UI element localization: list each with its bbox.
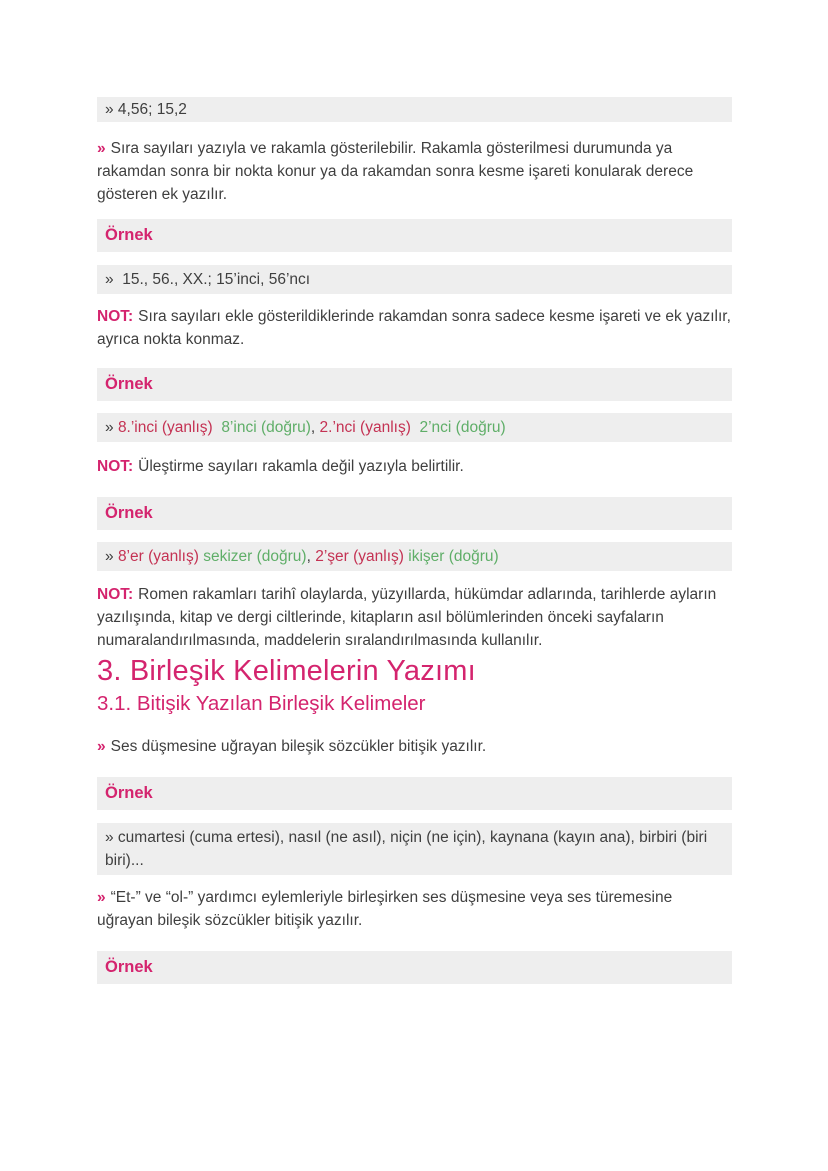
- example-text: 15., 56., XX.; 15’inci, 56’ncı: [113, 271, 311, 288]
- example-segment-wrong: 2.’nci (yanlış): [319, 419, 411, 436]
- ornek-label: Örnek: [105, 958, 153, 976]
- chevron-bullet: »: [105, 548, 114, 565]
- paragraph-et-ol: [97, 886, 732, 932]
- note-romen-rakamlari: [97, 583, 732, 652]
- example-segment-wrong: 2’şer (yanlış): [315, 548, 404, 565]
- section-heading-birlesik-kelimeler: 3. Birleşik Kelimelerin Yazımı: [97, 655, 476, 687]
- subsection-heading-bitisik-yazilan: 3.1. Bitişik Yazılan Birleşik Kelimeler: [97, 692, 426, 715]
- chevron-bullet: »: [105, 419, 114, 436]
- paragraph-ordinal-numbers: [97, 137, 732, 206]
- example-segment-right: sekizer (doğru): [203, 548, 307, 565]
- paragraph-text: Sıra sayıları yazıyla ve rakamla gösterilebilir. Rakamla gösterilmesi durumunda ya rakamdan sonra bir nokta konur ya da rakamdan sonra kesme işareti konularak derece gösteren ek yazılır.: [97, 140, 694, 203]
- note-text: Romen rakamları tarihî olaylarda, yüzyıllarda, hükümdar adlarında, tarihlerde ayların yazılışında, kitap ve dergi ciltlerinde, kitapların asıl bölümlerinden önceki sayfaların numaralandırılmasında, maddelerin sıralandırılmasında kullanılır.: [97, 586, 717, 649]
- note-kesme-isareti: [97, 305, 732, 351]
- ornek-header: [97, 368, 732, 401]
- example-box-er: [97, 542, 732, 571]
- note-ulestirme: [97, 455, 732, 478]
- chevron-bullet: »: [97, 738, 106, 755]
- chevron-bullet: »: [105, 271, 114, 288]
- ornek-header: [97, 951, 732, 984]
- example-segment-dark: ,: [310, 419, 320, 436]
- example-segment-right: 2’nci (doğru): [419, 419, 506, 436]
- example-box-cumartesi: [97, 823, 732, 875]
- ornek-label: Örnek: [105, 784, 153, 802]
- example-text: 4,56; 15,2: [113, 101, 187, 118]
- ornek-label: Örnek: [105, 504, 153, 522]
- chevron-bullet: »: [105, 829, 114, 846]
- note-text: Üleştirme sayıları rakamla değil yazıyla belirtilir.: [138, 458, 464, 475]
- example-segment-wrong: 8.’inci (yanlış): [117, 419, 213, 436]
- paragraph-text: Ses düşmesine uğrayan bileşik sözcükler bitişik yazılır.: [110, 738, 487, 755]
- example-segments: [114, 548, 499, 565]
- ornek-header: [97, 777, 732, 810]
- chevron-bullet: »: [105, 101, 114, 118]
- note-label: NOT:: [97, 308, 134, 325]
- ornek-label: Örnek: [105, 375, 153, 393]
- ornek-header: [97, 497, 732, 530]
- document-content: [97, 97, 732, 984]
- note-label: NOT:: [97, 586, 134, 603]
- note-text: Sıra sayıları ekle gösterildiklerinde rakamdan sonra sadece kesme işareti ve ek yazılır, ayrıca nokta konmaz.: [97, 308, 731, 348]
- paragraph-ses-dusmesi: [97, 735, 732, 758]
- chevron-bullet: »: [97, 140, 106, 157]
- example-segments: [114, 419, 506, 436]
- example-box-decimal-numbers: [97, 97, 732, 122]
- example-segment-dark: ,: [306, 548, 316, 565]
- example-segment-right: 8’inci (doğru): [221, 419, 311, 436]
- example-segment-right: ikişer (doğru): [408, 548, 499, 565]
- example-segment-wrong: 8’er (yanlış): [117, 548, 199, 565]
- example-box-ordinals: [97, 265, 732, 294]
- ornek-label: Örnek: [105, 226, 153, 244]
- chevron-bullet: »: [97, 889, 106, 906]
- note-label: NOT:: [97, 458, 134, 475]
- example-text: cumartesi (cuma ertesi), nasıl (ne asıl), niçin (ne için), kaynana (kayın ana), birbiri (biri biri)...: [105, 829, 712, 869]
- ornek-header: [97, 219, 732, 252]
- paragraph-text: “Et-” ve “ol-” yardımcı eylemleriyle birleşirken ses düşmesine veya ses türemesine uğrayan bileşik sözcükler bitişik yazılır.: [97, 889, 673, 929]
- example-box-inci: [97, 413, 732, 442]
